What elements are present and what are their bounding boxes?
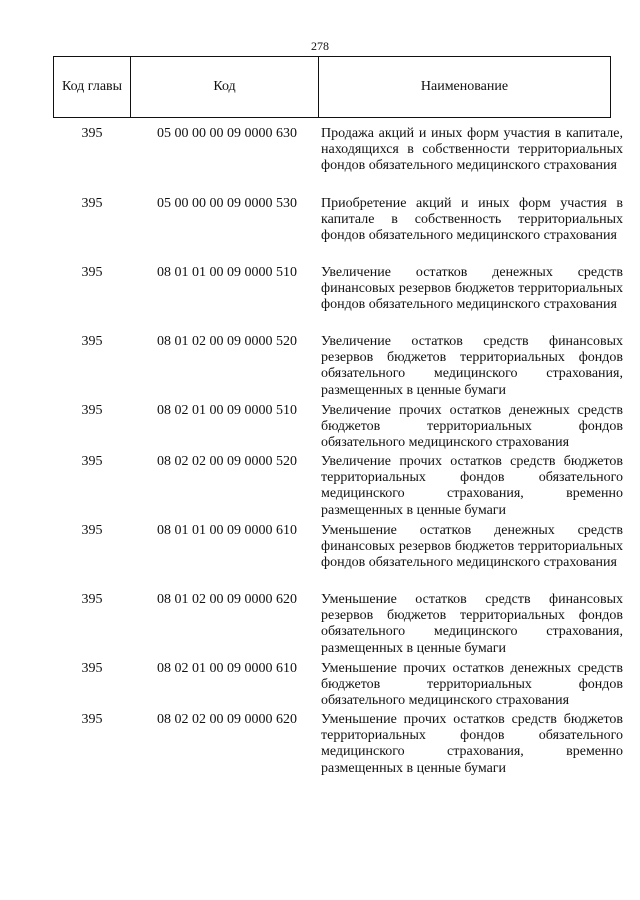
row-chapter-code: 395 [81, 454, 103, 469]
table-body [53, 126, 623, 781]
row-chapter-code: 395 [81, 712, 103, 727]
row-code: 08 02 02 00 09 0000 520 [157, 454, 297, 469]
row-name: Уменьшение прочих остатков средств бюджетов территориальных фондов обязательного медицинского страхования, временно размещенных в ценные бумаги [321, 712, 623, 776]
table-row [53, 523, 623, 592]
header-chapter-code: Код главы [53, 57, 131, 117]
row-name: Увеличение прочих остатков средств бюджетов территориальных фондов обязательного медицинского страхования, временно размещенных в ценные бумаги [321, 454, 623, 518]
table-row [53, 712, 623, 781]
row-chapter-code: 395 [81, 661, 103, 676]
row-chapter-code: 395 [81, 592, 103, 607]
row-code: 08 02 01 00 09 0000 510 [157, 403, 297, 418]
row-chapter-code: 395 [81, 126, 103, 141]
row-name: Увеличение прочих остатков денежных средств бюджетов территориальных фондов обязательного медицинского страхования [321, 403, 623, 451]
row-name: Увеличение остатков денежных средств финансовых резервов бюджетов территориальных фондов обязательного медицинского страхования [321, 265, 623, 313]
row-chapter-code: 395 [81, 265, 103, 280]
row-name: Приобретение акций и иных форм участия в капитале в собственность территориальных фондов обязательного медицинского страхования [321, 196, 623, 244]
row-code: 08 02 01 00 09 0000 610 [157, 661, 297, 676]
row-code: 08 01 02 00 09 0000 520 [157, 334, 297, 349]
row-chapter-code: 395 [81, 334, 103, 349]
table-row [53, 661, 623, 712]
table-row [53, 334, 623, 403]
table-header [53, 56, 611, 118]
table-row [53, 196, 623, 265]
row-chapter-code: 395 [81, 523, 103, 538]
table-row [53, 126, 623, 196]
row-code: 08 01 01 00 09 0000 610 [157, 523, 297, 538]
page-number: 278 [311, 39, 329, 53]
row-name: Уменьшение прочих остатков денежных средств бюджетов территориальных фондов обязательного медицинского страхования [321, 661, 623, 709]
row-code: 05 00 00 00 09 0000 530 [157, 196, 297, 211]
row-name: Уменьшение остатков средств финансовых резервов бюджетов территориальных фондов обязательного медицинского страхования, размещенных в ценные бумаги [321, 592, 623, 656]
table-row [53, 265, 623, 334]
row-code: 08 01 01 00 09 0000 510 [157, 265, 297, 280]
table-row [53, 454, 623, 523]
row-code: 08 01 02 00 09 0000 620 [157, 592, 297, 607]
row-name: Продажа акций и иных форм участия в капитале, находящихся в собственности территориальных фондов обязательного медицинского страхования [321, 126, 623, 174]
row-name: Увеличение остатков средств финансовых резервов бюджетов территориальных фондов обязательного медицинского страхования, размещенных в ценные бумаги [321, 334, 623, 398]
table-row [53, 592, 623, 661]
row-chapter-code: 395 [81, 196, 103, 211]
table-row [53, 403, 623, 454]
header-name: Наименование [319, 57, 611, 117]
header-code: Код [131, 57, 319, 117]
row-name: Уменьшение остатков денежных средств финансовых резервов бюджетов территориальных фондов обязательного медицинского страхования [321, 523, 623, 571]
row-chapter-code: 395 [81, 403, 103, 418]
row-code: 05 00 00 00 09 0000 630 [157, 126, 297, 141]
row-code: 08 02 02 00 09 0000 620 [157, 712, 297, 727]
